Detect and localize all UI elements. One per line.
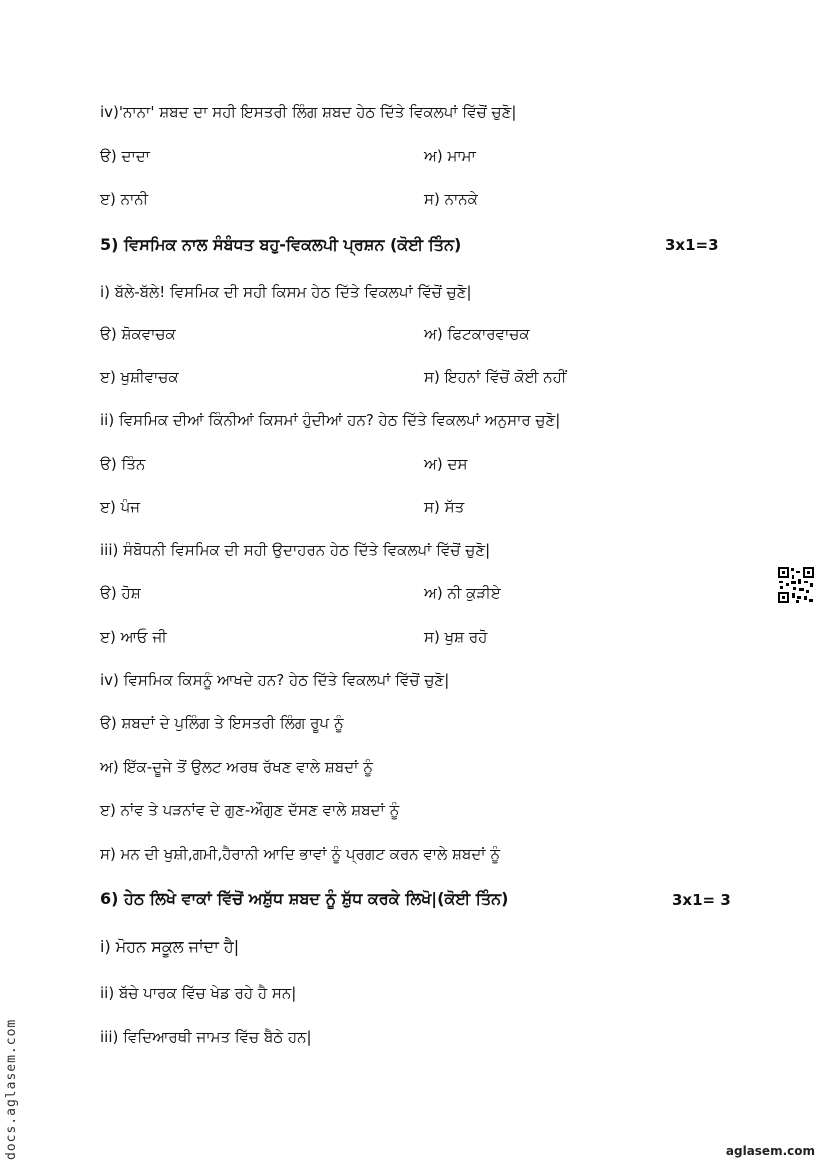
q5-iii-option-d: ਸ) ਖੁਸ਼ ਰਹੋ bbox=[424, 628, 488, 646]
q5-i-option-d: ਸ) ਇਹਨਾਂ ਵਿੱਚੋਂ ਕੋਈ ਨਹੀਂ bbox=[424, 368, 567, 386]
q6-ii-sentence: ii) ਬੱਚੇ ਪਾਰਕ ਵਿੱਚ ਖੇਡ ਰਹੇ ਹੈ ਸਨ| bbox=[100, 984, 297, 1002]
q5-ii-question: ii) ਵਿਸਮਿਕ ਦੀਆਂ ਕਿੰਨੀਆਂ ਕਿਸਮਾਂ ਹੁੰਦੀਆਂ ਹਨ? ਹੇਠ ਦਿੱਤੇ ਵਿਕਲਪਾਂ ਅਨੁਸਾਰ ਚੁਣੋ| bbox=[100, 411, 561, 429]
q4-iv-option-d: ਸ) ਨਾਨਕੇ bbox=[424, 190, 478, 208]
q6-i-sentence: i) ਮੋਹਨ ਸਕੂਲ ਜਾਂਦਾ ਹੈ| bbox=[100, 937, 240, 956]
q5-iii-question: iii) ਸੰਬੋਧਨੀ ਵਿਸਮਿਕ ਦੀ ਸਹੀ ਉਦਾਹਰਨ ਹੇਠ ਦਿੱਤੇ ਵਿਕਲਪਾਂ ਵਿੱਚੋਂ ਚੁਣੋ| bbox=[100, 541, 491, 559]
q5-ii-option-c: ੲ) ਪੰਜ bbox=[100, 498, 141, 516]
q5-i-question: i) ਬੱਲੇ-ਬੱਲੇ! ਵਿਸਮਿਕ ਦੀ ਸਹੀ ਕਿਸਮ ਹੇਠ ਦਿੱਤੇ ਵਿਕਲਪਾਂ ਵਿੱਚੋਂ ਚੁਣੋ| bbox=[100, 283, 472, 301]
q5-i-option-a: ੳ) ਸ਼ੋਕਵਾਚਕ bbox=[100, 325, 176, 343]
q4-iv-option-b: ਅ) ਮਾਮਾ bbox=[424, 147, 476, 165]
q5-heading: 5) ਵਿਸਮਿਕ ਨਾਲ ਸੰਬੰਧਤ ਬਹੁ-ਵਿਕਲਪੀ ਪ੍ਰਸ਼ਨ (ਕੋਈ ਤਿੰਨ) bbox=[100, 235, 462, 254]
q5-ii-option-d: ਸ) ਸੱਤ bbox=[424, 498, 465, 516]
q6-iii-sentence: iii) ਵਿਦਿਆਰਥੀ ਜਾਮਤ ਵਿੱਚ ਬੈਠੇ ਹਨ| bbox=[100, 1028, 312, 1046]
q4-iv-question: iv)'ਨਾਨਾ' ਸ਼ਬਦ ਦਾ ਸਹੀ ਇਸਤਰੀ ਲਿੰਗ ਸ਼ਬਦ ਹੇਠ ਦਿੱਤੇ ਵਿਕਲਪਾਂ ਵਿੱਚੋਂ ਚੁਣੋ| bbox=[100, 103, 517, 121]
q5-iii-option-c: ੲ) ਆਓ ਜੀ bbox=[100, 628, 167, 646]
q5-iii-option-a: ੳ) ਹੋਸ਼ bbox=[100, 584, 141, 602]
q5-iii-option-b: ਅ) ਨੀ ਕੁੜੀਏ bbox=[424, 584, 501, 602]
footer-watermark: aglasem.com bbox=[725, 1144, 815, 1158]
q4-iv-option-a: ੳ) ਦਾਦਾ bbox=[100, 147, 150, 165]
q5-marks: 3x1=3 bbox=[665, 236, 719, 254]
q5-iv-option-a: ੳ) ਸ਼ਬਦਾਂ ਦੇ ਪੁਲਿੰਗ ਤੇ ਇਸਤਰੀ ਲਿੰਗ ਰੂਪ ਨੂੰ bbox=[100, 714, 344, 732]
q5-iv-question: iv) ਵਿਸਮਿਕ ਕਿਸਨੂੰ ਆਖਦੇ ਹਨ? ਹੇਠ ਦਿੱਤੇ ਵਿਕਲਪਾਂ ਵਿੱਚੋਂ ਚੁਣੋ| bbox=[100, 671, 450, 689]
side-watermark: docs.aglasem.com bbox=[4, 1018, 19, 1160]
q5-ii-option-a: ੳ) ਤਿੰਨ bbox=[100, 455, 146, 473]
q4-iv-option-c: ੲ) ਨਾਨੀ bbox=[100, 190, 149, 208]
q6-marks: 3x1= 3 bbox=[672, 891, 731, 909]
q5-iv-option-c: ੲ) ਨਾਂਵ ਤੇ ਪੜਨਾਂਵ ਦੇ ਗੁਣ-ਔਗੁਣ ਦੱਸਣ ਵਾਲੇ ਸ਼ਬਦਾਂ ਨੂੰ bbox=[100, 801, 400, 819]
q6-heading: 6) ਹੇਠ ਲਿਖੇ ਵਾਕਾਂ ਵਿੱਚੋਂ ਅਸ਼ੁੱਧ ਸ਼ਬਦ ਨੂੰ ਸ਼ੁੱਧ ਕਰਕੇ ਲਿਖੋ|(ਕੋਈ ਤਿੰਨ) bbox=[100, 889, 509, 908]
q5-ii-option-b: ਅ) ਦਸ bbox=[424, 455, 468, 473]
q5-i-option-c: ੲ) ਖੁਸ਼ੀਵਾਚਕ bbox=[100, 368, 179, 386]
qr-code-icon bbox=[777, 566, 815, 604]
q5-iv-option-d: ਸ) ਮਨ ਦੀ ਖੁਸ਼ੀ,ਗਮੀ,ਹੈਰਾਨੀ ਆਦਿ ਭਾਵਾਂ ਨੂੰ ਪ੍ਰਗਟ ਕਰਨ ਵਾਲੇ ਸ਼ਬਦਾਂ ਨੂੰ bbox=[100, 845, 501, 863]
q5-i-option-b: ਅ) ਫਿਟਕਾਰਵਾਚਕ bbox=[424, 325, 530, 343]
q5-iv-option-b: ਅ) ਇੱਕ-ਦੂਜੇ ਤੋਂ ਉਲਟ ਅਰਥ ਰੱਖਣ ਵਾਲੇ ਸ਼ਬਦਾਂ ਨੂੰ bbox=[100, 758, 373, 776]
